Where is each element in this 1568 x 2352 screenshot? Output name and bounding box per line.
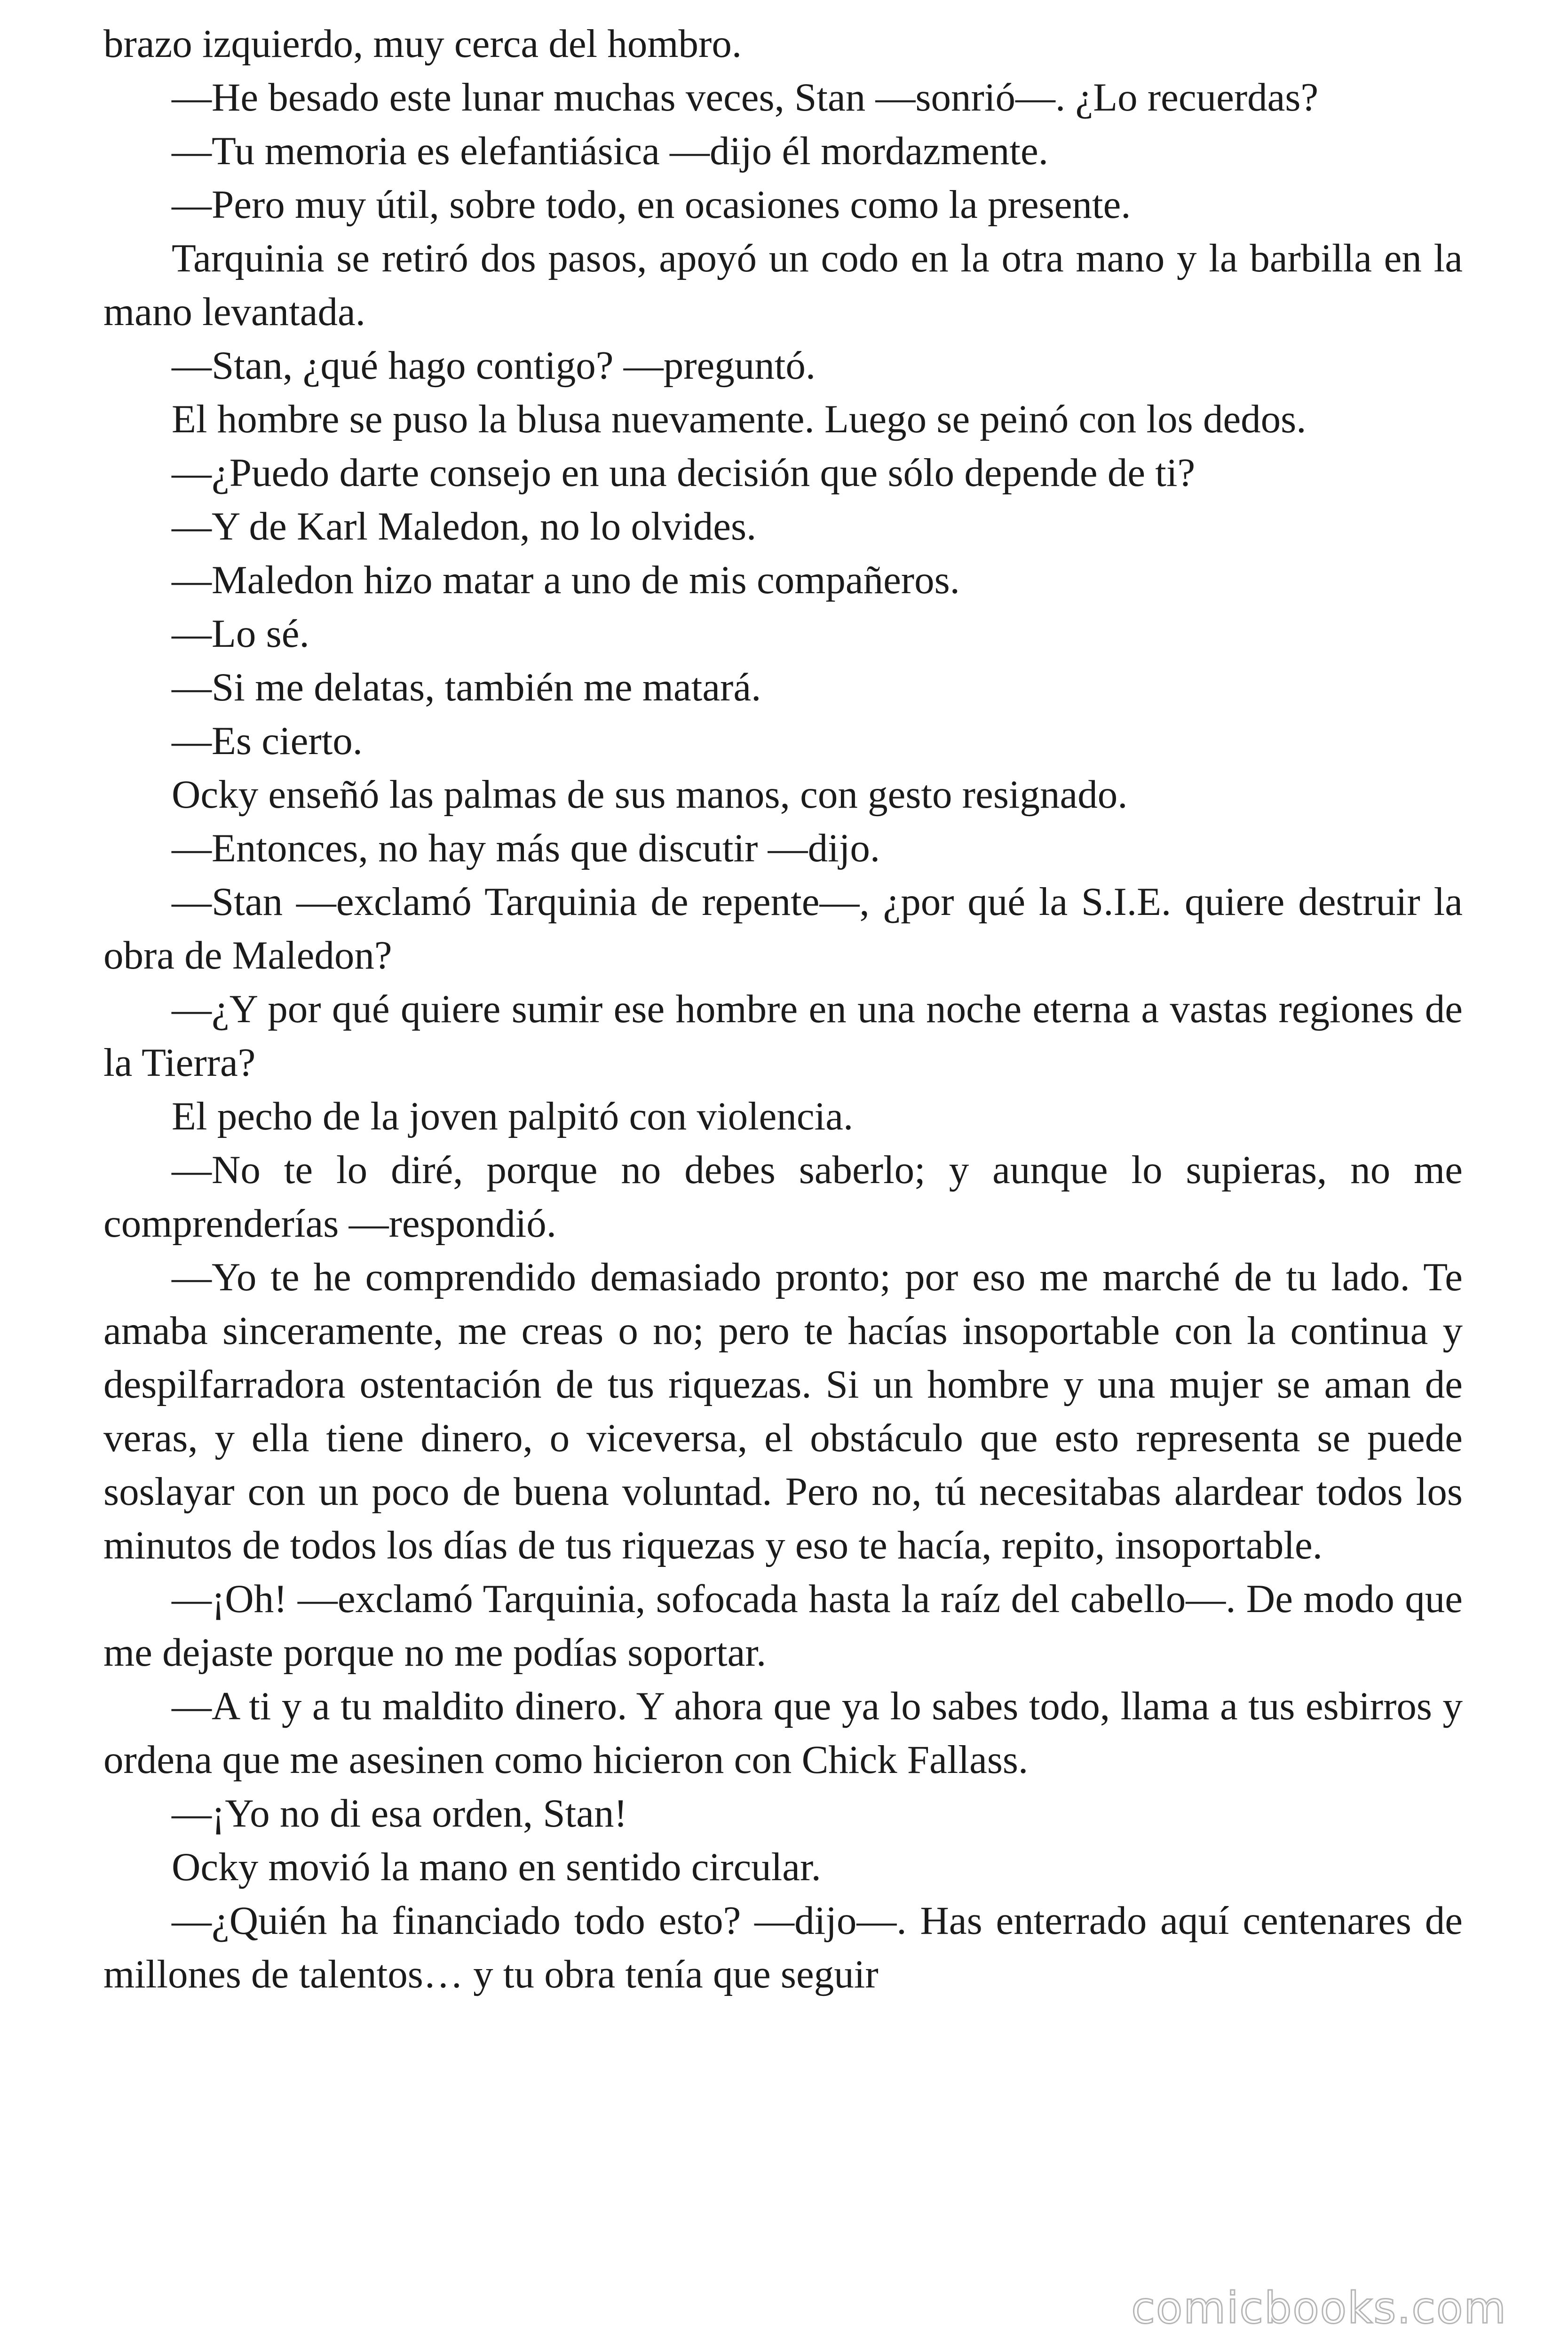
paragraph: El hombre se puso la blusa nuevamente. Luego se peinó con los dedos. bbox=[172, 397, 1307, 441]
paragraph: Ocky movió la mano en sentido circular. bbox=[172, 1845, 821, 1889]
paragraph: —A ti y a tu maldito dinero. Y ahora que ya lo sabes todo, llama a tus esbirros y ordena que me asesinen como hicieron con Chick Fallass. bbox=[103, 1684, 1463, 1782]
paragraph: Ocky enseñó las palmas de sus manos, con gesto resignado. bbox=[172, 772, 1128, 817]
paragraph: —¿Puedo darte consejo en una decisión que sólo depende de ti? bbox=[172, 451, 1196, 495]
paragraph: —¡Yo no di esa orden, Stan! bbox=[172, 1791, 627, 1836]
paragraph: —¿Y por qué quiere sumir ese hombre en una noche eterna a vastas regiones de la Tierra? bbox=[103, 987, 1463, 1085]
paragraph: —Tu memoria es elefantiásica —dijo él mordazmente. bbox=[172, 129, 1048, 173]
paragraph: —Lo sé. bbox=[172, 612, 309, 656]
paragraph: —¿Quién ha financiado todo esto? —dijo—. Has enterrado aquí centenares de millones de talentos… y tu obra tenía que seguir bbox=[103, 1899, 1463, 1996]
paragraph: —Pero muy útil, sobre todo, en ocasiones como la presente. bbox=[172, 183, 1131, 227]
paragraph: —Stan, ¿qué hago contigo? —preguntó. bbox=[172, 343, 816, 388]
paragraph: —Maledon hizo matar a uno de mis compañeros. bbox=[172, 558, 960, 602]
watermark: comicbooks.com bbox=[1131, 2283, 1507, 2333]
paragraph: —He besado este lunar muchas veces, Stan —sonrió—. ¿Lo recuerdas? bbox=[172, 75, 1319, 119]
paragraph: brazo izquierdo, muy cerca del hombro. bbox=[103, 22, 742, 66]
paragraph: —No te lo diré, porque no debes saberlo; y aunque lo supieras, no me comprenderías —respondió. bbox=[103, 1148, 1463, 1246]
paragraph: —Y de Karl Maledon, no lo olvides. bbox=[172, 504, 757, 548]
paragraph: —Entonces, no hay más que discutir —dijo. bbox=[172, 826, 880, 870]
paragraph: —¡Oh! —exclamó Tarquinia, sofocada hasta la raíz del cabello—. De modo que me dejaste porque no me podías soportar. bbox=[103, 1577, 1463, 1675]
paragraph: Tarquinia se retiró dos pasos, apoyó un codo en la otra mano y la barbilla en la mano levantada. bbox=[103, 236, 1463, 334]
paragraph: —Es cierto. bbox=[172, 719, 363, 763]
page-body bbox=[103, 17, 1463, 2001]
paragraph: —Yo te he comprendido demasiado pronto; por eso me marché de tu lado. Te amaba sinceramente, me creas o no; pero te hacías insoportable con la continua y despilfarradora ostentación de tus riquezas. Si un hombre y una mujer se aman de veras, y ella tiene dinero, o viceversa, el obstáculo que esto representa se puede soslayar con un poco de buena voluntad. Pero no, tú necesitabas alardear todos los minutos de todos los días de tus riquezas y eso te hacía, repito, insoportable. bbox=[103, 1255, 1463, 1567]
paragraph: —Si me delatas, también me matará. bbox=[172, 665, 761, 709]
paragraph: El pecho de la joven palpitó con violencia. bbox=[172, 1094, 854, 1138]
paragraph: —Stan —exclamó Tarquinia de repente—, ¿por qué la S.I.E. quiere destruir la obra de Maledon? bbox=[103, 880, 1463, 977]
